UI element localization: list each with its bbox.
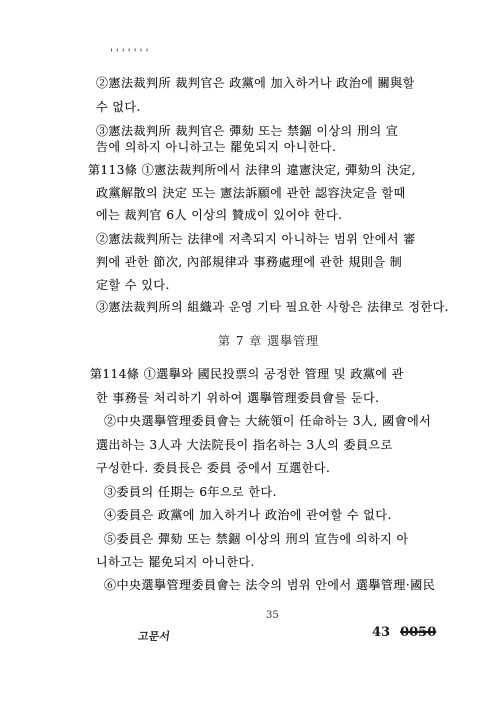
stamp-struck-number: 0050 (400, 625, 437, 640)
text-line: ⑤委員은 彈劾 또는 禁錮 이상의 刑의 宣告에 의하지 아 (104, 532, 409, 546)
text-line: ③委員의 任期는 6年으로 한다. (104, 485, 277, 499)
text-line: ②憲法裁判所 裁判官은 政黨에 加入하거나 政治에 關與할 (96, 76, 415, 90)
archive-stamp-left: 고문서 (137, 630, 171, 643)
text-line: ④委員은 政黨에 加入하거나 政治에 관여할 수 없다. (104, 508, 392, 522)
page-number: 35 (266, 610, 279, 621)
archive-stamp-right (372, 625, 436, 640)
text-line: ②憲法裁判所는 法律에 저촉되지 아니하는 범위 안에서 審 (96, 232, 416, 246)
text-line: 니하고는 罷免되지 아니한다. (96, 555, 255, 569)
text-line: 定할 수 있다. (96, 278, 170, 292)
text-line: 구성한다. 委員長은 委員 중에서 互選한다. (96, 461, 331, 475)
text-line: 수 없다. (96, 100, 141, 114)
stamp-number: 43 (372, 625, 391, 640)
text-line: 判에 관한 節次, 內部規律과 事務處理에 관한 規則을 制 (96, 255, 403, 269)
text-line: ⑥中央選擧管理委員會는 法令의 범위 안에서 選擧管理·國民 (104, 578, 436, 592)
text-line: ③憲法裁判所 裁判官은 彈劾 또는 禁錮 이상의 刑의 宣 (96, 124, 399, 138)
text-line: ②中央選擧管理委員會는 大統領이 任命하는 3人, 國會에서 (104, 414, 432, 428)
chapter-heading: 第 7 章 選擧管理 (218, 334, 320, 348)
text-line: 告에 의하지 아니하고는 罷免되지 아니한다. (96, 140, 337, 154)
text-line: 選出하는 3人과 大法院長이 指名하는 3人의 委員으로 (96, 438, 393, 452)
text-line: ③憲法裁判所의 組織과 운영 기타 필요한 사항은 法律로 정한다. (96, 300, 449, 314)
text-line: 한 事務를 처리하기 위하여 選擧管理委員會를 둔다. (96, 391, 380, 405)
text-line: 政黨解散의 決定 또는 憲法訴願에 관한 認容決定을 할때 (96, 186, 406, 200)
top-scan-marks: ' ' ' ' ' ' ' (110, 48, 149, 59)
text-line: 第114條 ①選擧와 國民投票의 공정한 管理 및 政黨에 관 (90, 367, 404, 381)
text-line: 第113條 ①憲法裁判所에서 法律의 違憲決定, 彈劾의 決定, (88, 163, 416, 177)
text-line: 에는 裁判官 6人 이상의 贊成이 있어야 한다. (96, 208, 343, 222)
